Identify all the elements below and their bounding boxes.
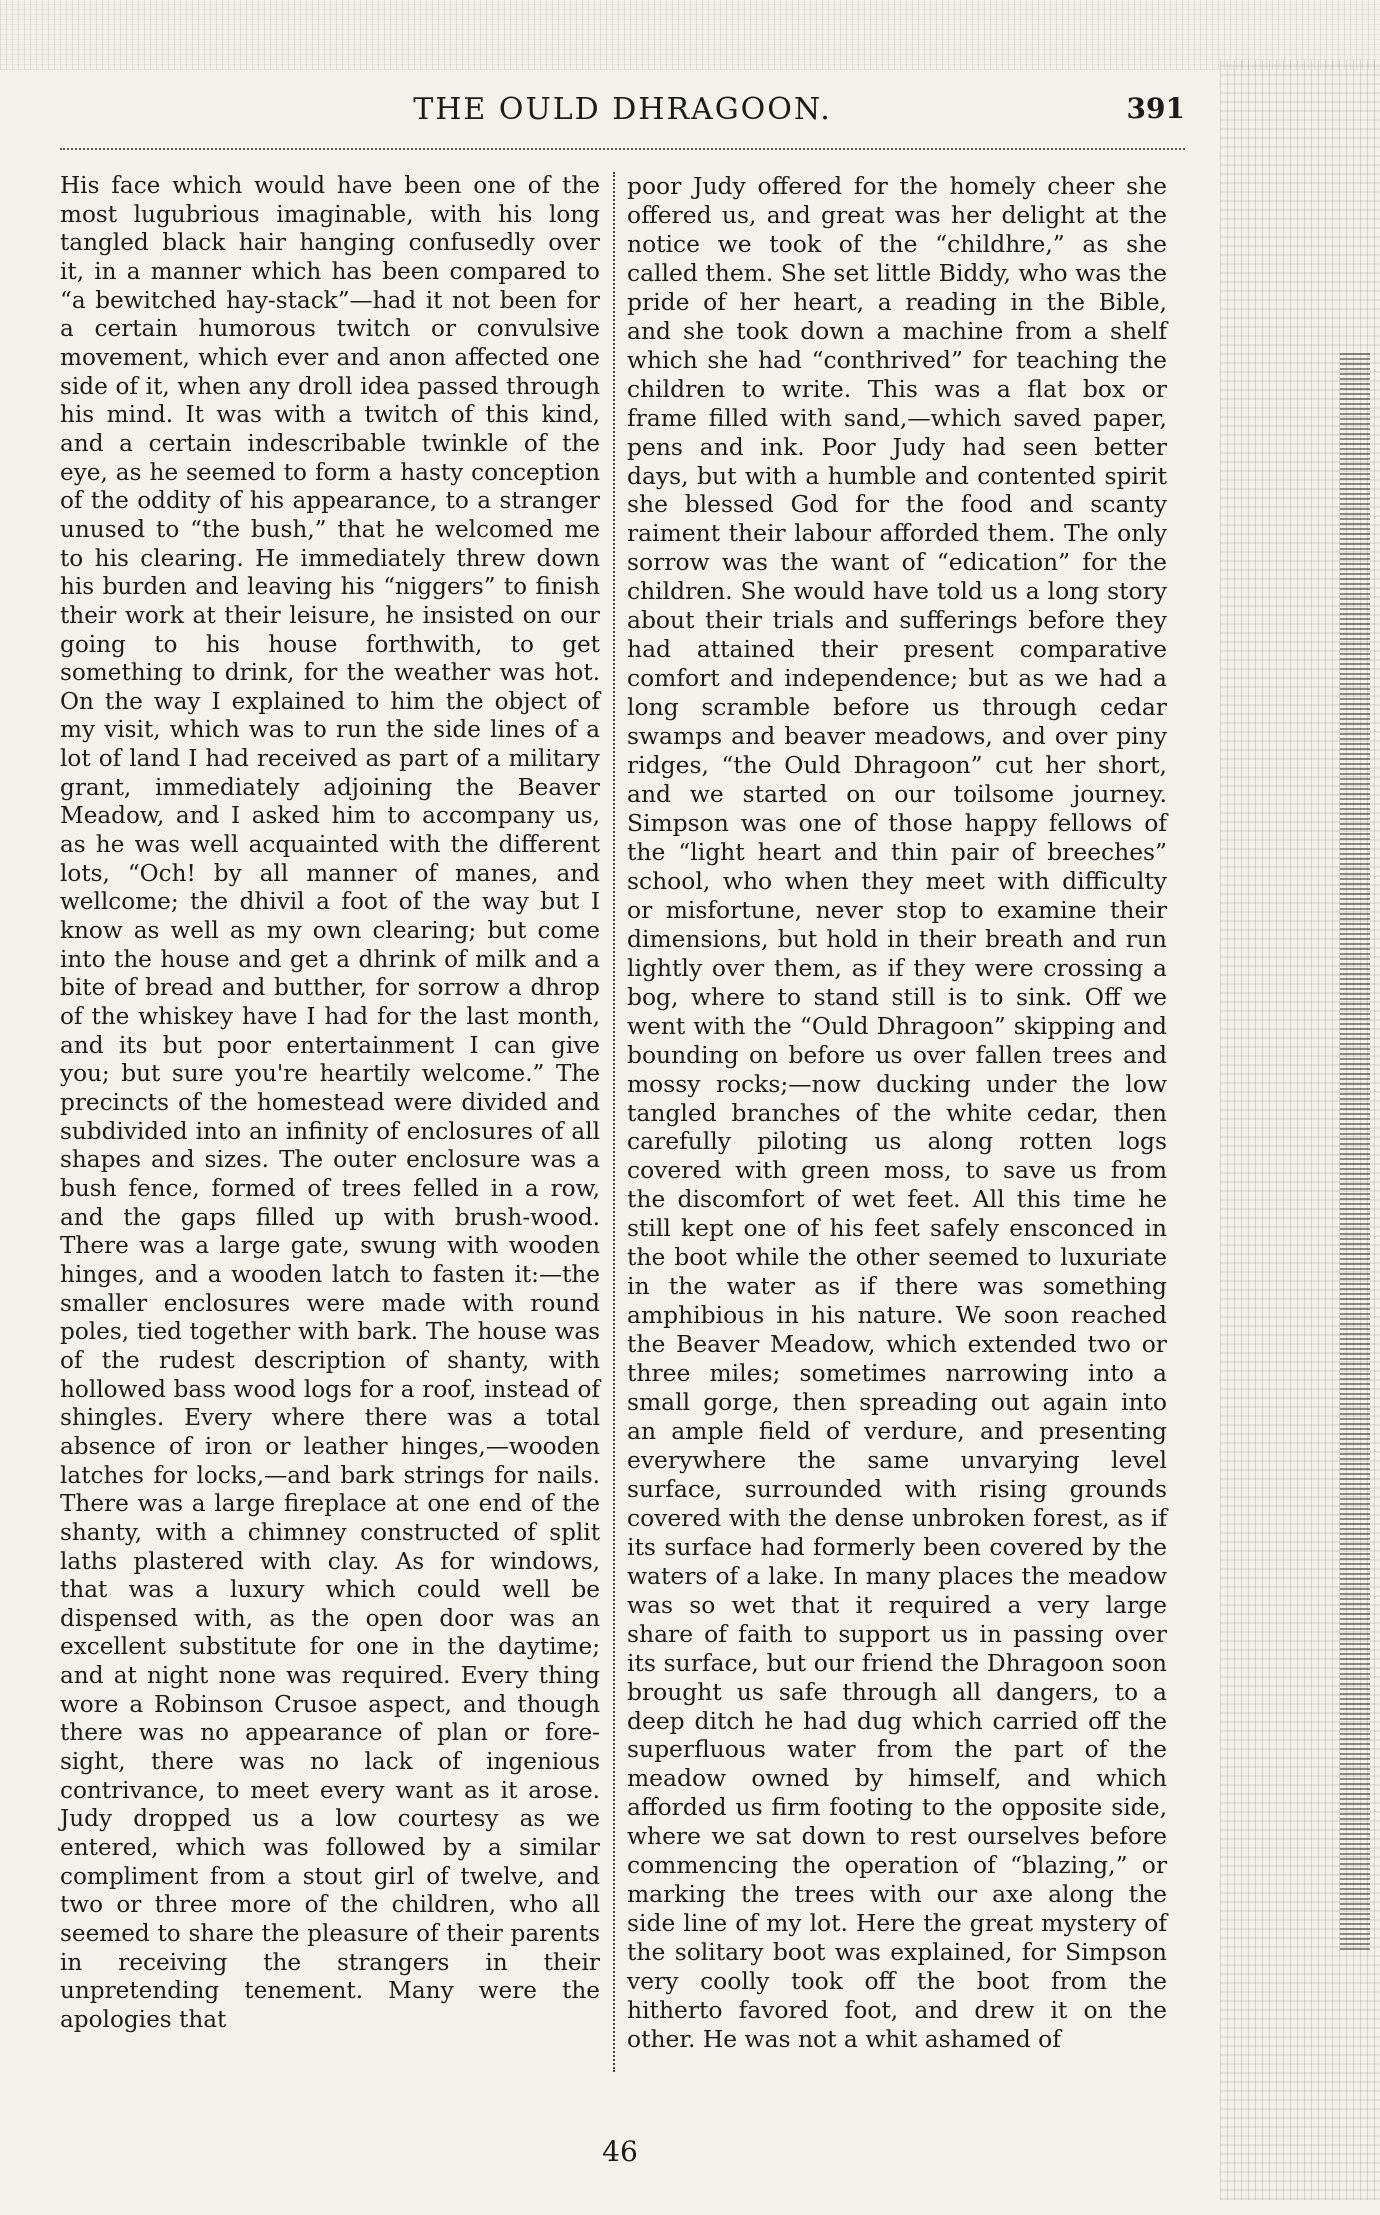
header-rule [60, 148, 1185, 150]
column-divider [613, 172, 615, 2072]
scan-noise-top [0, 0, 1380, 70]
running-head: THE OULD DHRAGOON. [413, 92, 832, 127]
page-edge-shadow [1340, 350, 1370, 1950]
right-column [627, 172, 1167, 2072]
right-column-text: poor Judy offered for the homely cheer she offered us, and great was her delight at the notice we took of the “childhre,” as she called them. She set little Biddy, who was the pride of her heart, a reading in the Bible, and she took down a machine from a shelf which she had “conthrived” for teaching the children to write. This was a flat box or frame filled with sand,—which saved paper, pens and ink. Poor Judy had seen better days, but with a humble and contented spirit she blessed God for the food and scanty raiment their labour afforded them. The only sorrow was the want of “edication” for the children. She would have told us a long story about their trials and sufferings before they had attained their present comparative comfort and independence; but as we had a long scramble before us through cedar swamps and beaver meadows, and over piny ridges, “the Ould Dhragoon” cut her short, and we started on our toilsome journey. Simpson was one of those happy fellows of the “light heart and thin pair of breeches” school, who when they meet with difficulty or misfortune, never stop to examine their dimensions, but hold in their breath and run lightly over them, as if they were crossing a bog, where to stand still is to sink. Off we went with the “Ould Dhragoon” skipping and bounding on before us over fallen trees and mossy rocks;—now ducking under the low tangled branches of the white cedar, then carefully piloting us along rotten logs covered with green moss, to save us from the discomfort of wet feet. All this time he still kept one of his feet safely ensconced in the boot while the other seemed to luxuriate in the water as if there was something amphibious in his nature. We soon reached the Beaver Meadow, which extended two or three miles; sometimes narrowing into a small gorge, then spreading out again into an ample field of verdure, and presenting everywhere the same unvarying level surface, surrounded with rising grounds covered with the dense unbroken forest, as if its surface had formerly been covered by the waters of a lake. In many places the meadow was so wet that it required a very large share of faith to support us in passing over its surface, but our friend the Dhragoon soon brought us safe through all dangers, to a deep ditch he had dug which carried off the superfluous water from the part of the meadow owned by himself, and which afforded us firm footing to the opposite side, where we sat down to rest ourselves before commencing the operation of “blazing,” or marking the trees with our axe along the side line of my lot. Here the great mystery of the solitary boot was explained, for Simpson very coolly took off the boot from the hitherto favored foot, and drew it on the other. He was not a whit ashamed of [627, 172, 1167, 2053]
left-column [60, 172, 600, 2072]
signature-mark: 46 [602, 2135, 638, 2168]
page-number: 391 [1126, 92, 1185, 125]
page-header [60, 92, 1185, 136]
left-column-text: His face which would have been one of the most lugubrious imaginable, with his long tangled black hair hanging confusedly over it, in a manner which has been compared to “a bewitched hay-stack”—had it not been for a certain humorous twitch or convulsive movement, which ever and anon affected one side of it, when any droll idea passed through his mind. It was with a twitch of this kind, and a certain indescribable twinkle of the eye, as he seemed to form a hasty conception of the oddity of his appearance, to a stranger unused to “the bush,” that he welcomed me to his clearing. He immediately threw down his burden and leaving his “niggers” to finish their work at their leisure, he insisted on our going to his house forthwith, to get something to drink, for the weather was hot. On the way I explained to him the object of my visit, which was to run the side lines of a lot of land I had received as part of a military grant, immediately adjoining the Beaver Meadow, and I asked him to accompany us, as he was well acquainted with the different lots, “Och! by all manner of manes, and wellcome; the dhivil a foot of the way but I know as well as my own clearing; but come into the house and get a dhrink of milk and a bite of bread and butther, for sorrow a dhrop of the whiskey have I had for the last month, and its but poor entertainment I can give you; but sure you're heartily welcome.” The precincts of the homestead were divided and subdivided into an infinity of enclosures of all shapes and sizes. The outer enclosure was a bush fence, formed of trees felled in a row, and the gaps filled up with brush-wood. There was a large gate, swung with wooden hinges, and a wooden latch to fasten it:—the smaller enclosures were made with round poles, tied together with bark. The house was of the rudest description of shanty, with hollowed bass wood logs for a roof, instead of shingles. Every where there was a total absence of iron or leather hinges,—wooden latches for locks,—and bark strings for nails. There was a large fireplace at one end of the shanty, with a chimney constructed of split laths plastered with clay. As for windows, that was a luxury which could well be dispensed with, as the open door was an excellent substitute for one in the daytime; and at night none was required. Every thing wore a Robinson Crusoe aspect, and though there was no appearance of plan or fore-sight, there was no lack of ingenious contrivance, to meet every want as it arose. Judy dropped us a low courtesy as we entered, which was followed by a similar compliment from a stout girl of twelve, and two or three more of the children, who all seemed to share the pleasure of their parents in receiving the strangers in their unpretending tenement. Many were the apologies that [60, 173, 600, 2033]
